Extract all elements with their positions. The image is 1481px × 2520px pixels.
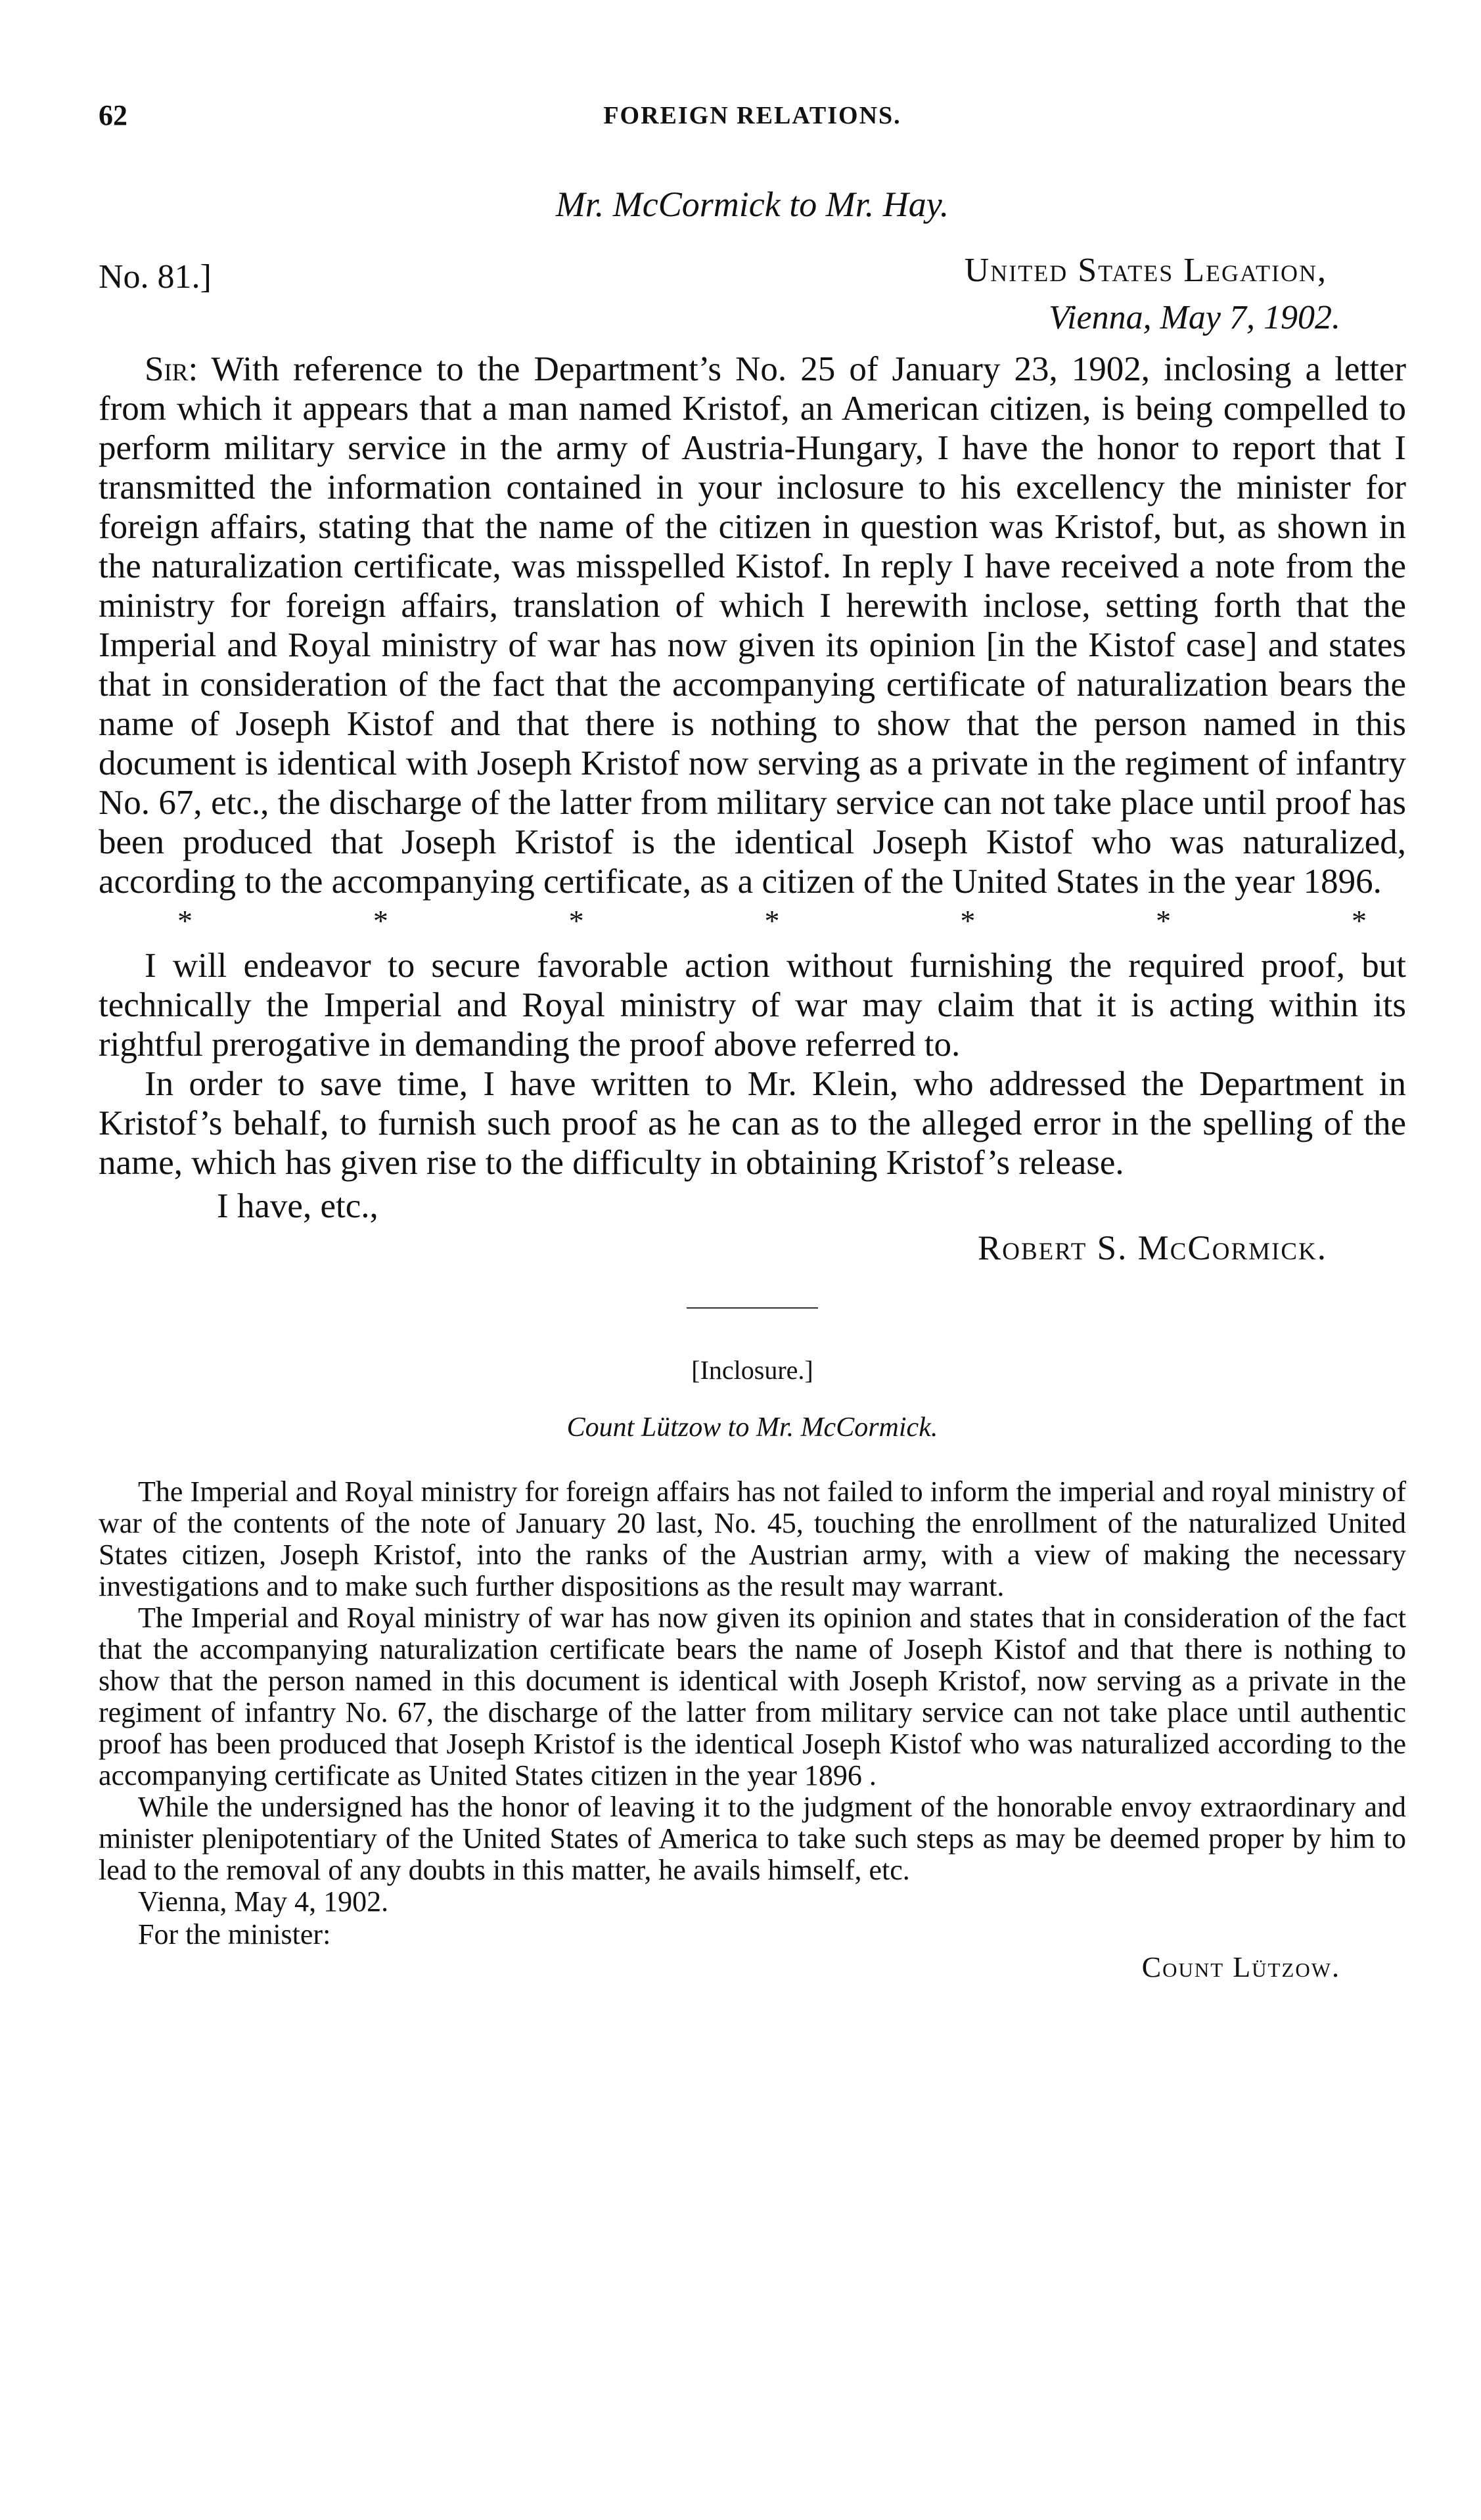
document-page	[99, 99, 1406, 1983]
page-number: 62	[99, 99, 127, 131]
letter-paragraph-1-text: With reference to the Department’s No. 25 of January 23, 1902, inclosing a letter from which it appears that a man named Kristof, an American citizen, is being compelled to perform military service in the army of Austria-Hungary, I have the honor to report that I transmitted the information contained in your inclosure to his excellency the minister for foreign affairs, stating that the name of the citizen in question was Kristof, but, as shown in the naturalization certificate, was misspelled Kistof. In reply I have received a note from the ministry for foreign affairs, translation of which I herewith inclose, setting forth that the Imperial and Royal ministry of war has now given its opinion [in the Kistof case] and states that in consideration of the fact that the accompanying certificate of naturalization bears the name of Joseph Kistof and that there is nothing to show that the person named in this document is identical with Joseph Kristof now serving as a private in the regiment of infantry No. 67, etc., the discharge of the latter from military service can not take place until proof has been produced that Joseph Kristof is the identical Joseph Kistof who was naturalized, according to the accompanying certificate, as a citizen of the United States in the year 1896.	[99, 350, 1406, 901]
star: *	[177, 904, 193, 937]
enclosure-paragraph-2: The Imperial and Royal ministry of war has now given its opinion and states that in consideration of the fact that the accompanying naturalization certificate bears the name of Joseph Kistof and that there is nothing to show that the person named in this document is identical with Joseph Kristof, now serving as a private in the regiment of infantry No. 67, the discharge of the latter from military service can not take place until authentic proof has been produced that Joseph Kristof is the identical Joseph Kistof who was naturalized according to the accompanying certificate as United States citizen in the year 1896 .	[99, 1602, 1406, 1791]
running-header	[99, 99, 1406, 145]
enclosure-title: Count Lützow to Mr. McCormick.	[566, 1412, 938, 1443]
star: *	[1351, 904, 1367, 937]
letter-paragraph-2: I will endeavor to secure favorable action without furnishing the required proof, but technically the Imperial and Royal ministry of war may claim that it is acting within its rightful prerogative in demanding the proof above referred to.	[99, 947, 1406, 1064]
enclosure-body	[99, 1476, 1406, 1886]
letter-paragraph-3: In order to save time, I have written to Mr. Klein, who addressed the Department in Kristof’s behalf, to furnish such proof as he can as to the alleged error in the spelling of the name, which has given rise to the difficulty in obtaining Kristof’s release.	[99, 1065, 1406, 1182]
star: *	[373, 904, 388, 937]
letter-heading	[99, 251, 1406, 349]
legation-name: United States Legation,	[964, 252, 1327, 289]
letter-closing: I have, etc.,	[217, 1187, 378, 1225]
star: *	[960, 904, 976, 937]
enclosure-signature-row	[99, 1918, 1406, 1983]
section-divider	[687, 1307, 818, 1309]
omission-stars	[99, 903, 1406, 939]
enclosure-paragraph-1: The Imperial and Royal ministry for foreign affairs has not failed to inform the imperial and royal ministry of war of the contents of the note of January 20 last, No. 45, touching the enrollment of the naturalized United States citizen, Joseph Kristof, into the ranks of the Austrian army, with a view of making the necessary investigations and to make such further dispositions as the result may warrant.	[99, 1475, 1406, 1602]
enclosure-paragraph-3: While the undersigned has the honor of leaving it to the judgment of the honorable envoy extraordinary and minister plenipotentiary of the United States of America to take such steps as may be deemed proper by him to lead to the removal of any doubts in this matter, he avails himself, etc.	[99, 1791, 1406, 1886]
letter-signature: Robert S. McCormick.	[977, 1229, 1327, 1267]
enclosure-for-line: For the minister:	[138, 1918, 331, 1950]
dispatch-number: No. 81.]	[99, 258, 212, 296]
star: *	[568, 904, 584, 937]
salutation: Sir:	[145, 350, 198, 388]
enclosure-signature: Count Lützow.	[1141, 1951, 1340, 1983]
enclosure-place-date: Vienna, May 4, 1902.	[138, 1885, 389, 1918]
enclosure-label: [Inclosure.]	[691, 1355, 813, 1385]
letter-body	[99, 349, 1406, 1182]
letter-title: Mr. McCormick to Mr. Hay.	[555, 185, 949, 224]
letter-place-date: Vienna, May 7, 1902.	[1049, 299, 1340, 336]
running-title: FOREIGN RELATIONS.	[603, 102, 901, 129]
star: *	[764, 904, 780, 937]
star: *	[1156, 904, 1172, 937]
letter-paragraph	[99, 349, 1406, 901]
